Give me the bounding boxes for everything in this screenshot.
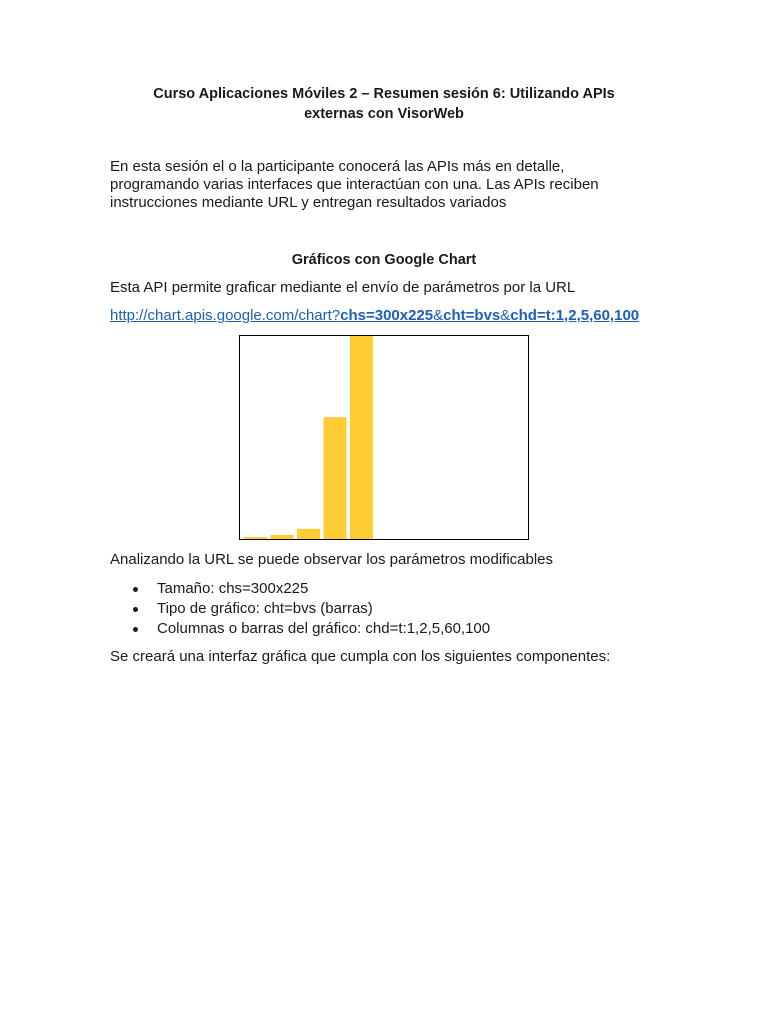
url-param-data: chd=t:1,2,5,60,100: [510, 307, 640, 324]
chart-bar-2: [271, 535, 294, 539]
chart-frame: [240, 336, 529, 540]
url-param-type: cht=bvs: [443, 307, 501, 324]
chart-bar-3: [297, 529, 320, 539]
url-amp-2: &: [500, 307, 511, 324]
api-description: Esta API permite graficar mediante el envío de parámetros por la URL: [110, 279, 576, 296]
url-base: http://chart.apis.google.com/chart?: [110, 307, 341, 324]
intro-paragraph: [110, 158, 670, 212]
list-item: Tipo de gráfico: cht=bvs (barras): [130, 599, 490, 619]
chart-bar-1: [244, 537, 267, 539]
url-param-size: chs=300x225: [340, 307, 434, 324]
url-amp-1: &: [433, 307, 444, 324]
intro-line-1: En esta sesión el o la participante conocerá las APIs más en detalle,: [110, 158, 565, 175]
chart-bar-5: [350, 336, 373, 539]
closing-paragraph: Se creará una interfaz gráfica que cumpla con los siguientes componentes:: [110, 648, 611, 665]
title-line-2: externas con VisorWeb: [304, 106, 464, 122]
list-item: Tamaño: chs=300x225: [130, 579, 490, 599]
document-title: [100, 84, 668, 124]
url-analysis-text: Analizando la URL se puede observar los parámetros modificables: [110, 551, 554, 568]
intro-line-3: instrucciones mediante URL y entregan resultados variados: [110, 194, 507, 211]
bar-chart: [239, 335, 529, 540]
parameter-list: [130, 579, 490, 639]
intro-line-2: programando varias interfaces que interactúan con una. Las APIs reciben: [110, 176, 599, 193]
title-line-1: Curso Aplicaciones Móviles 2 – Resumen sesión 6: Utilizando APIs: [153, 86, 615, 102]
section-heading: Gráficos con Google Chart: [291, 252, 477, 268]
chart-url-link[interactable]: [110, 307, 639, 325]
list-item: Columnas o barras del gráfico: chd=t:1,2,5,60,100: [130, 619, 490, 639]
chart-bar-4: [324, 417, 347, 539]
